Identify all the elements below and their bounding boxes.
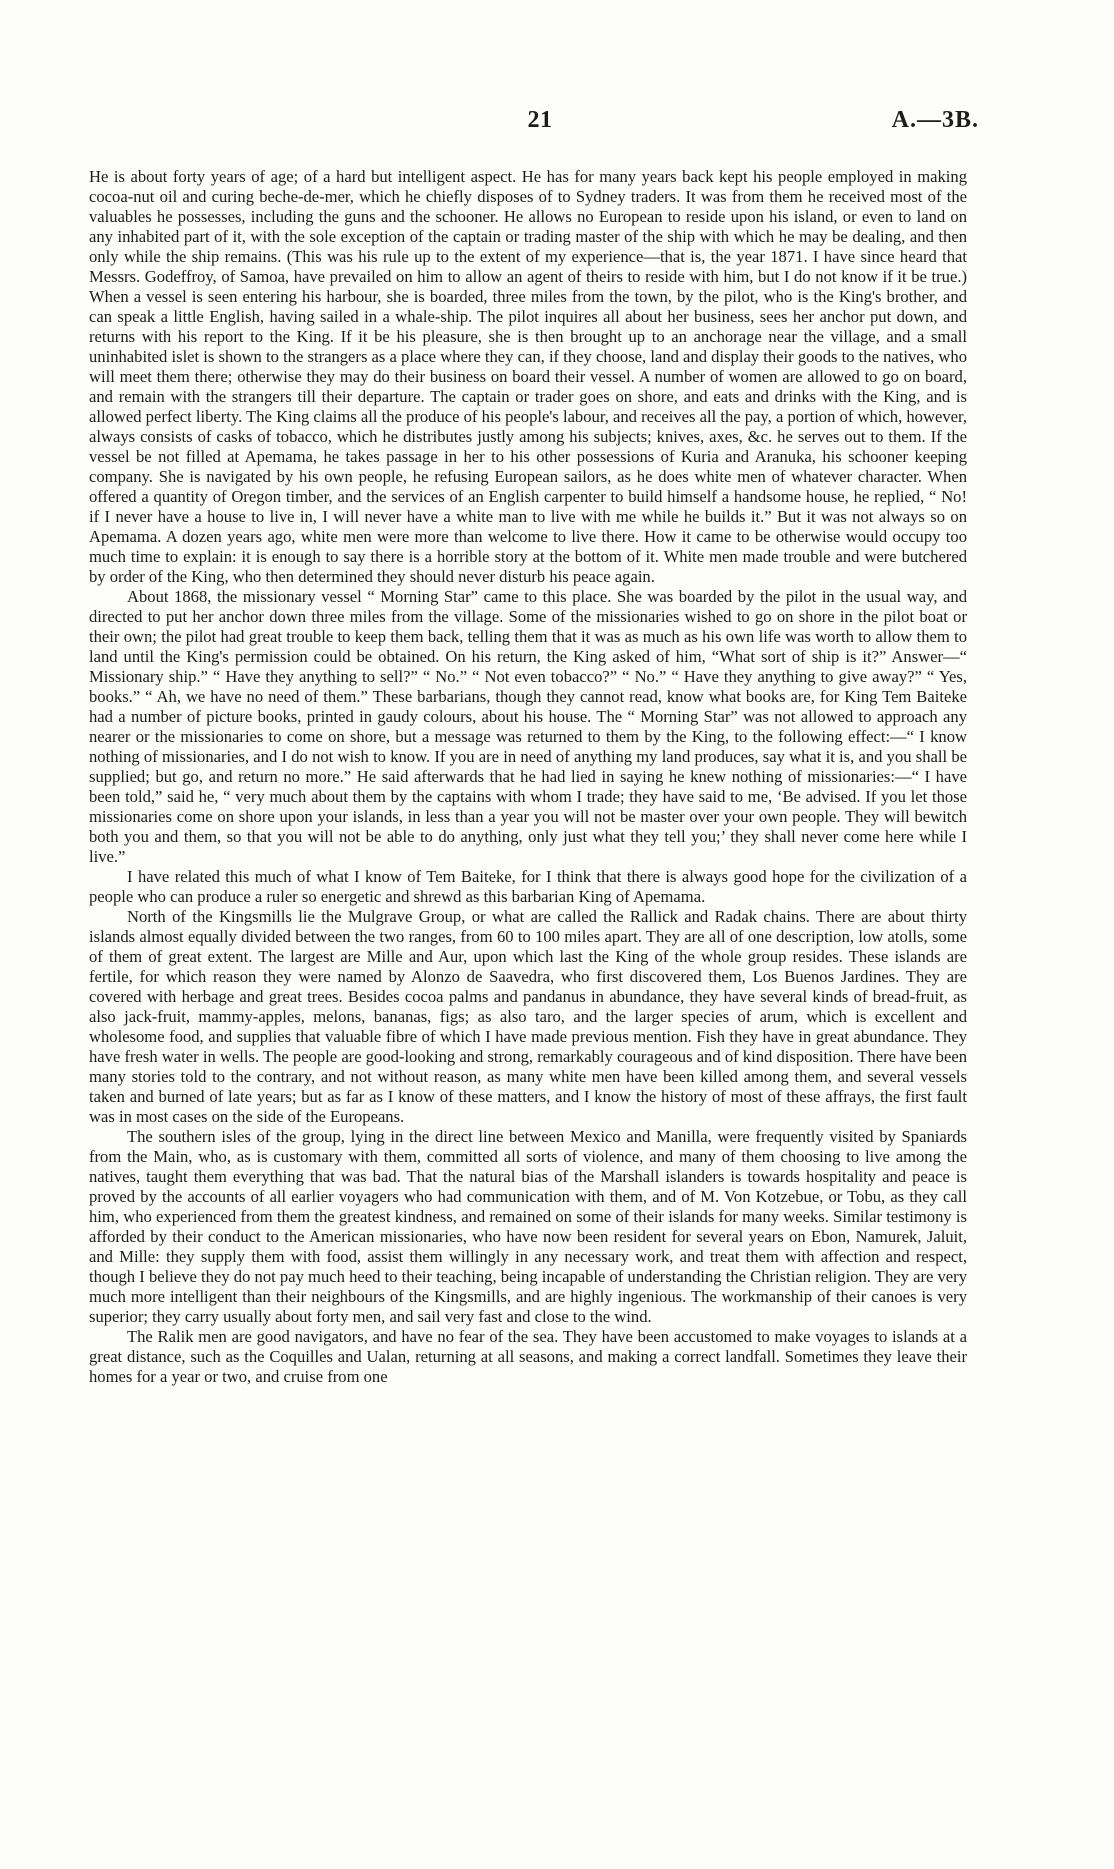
paper-reference: A.—3B. bbox=[891, 107, 979, 133]
paragraph: North of the Kingsmills lie the Mulgrave Group, or what are called the Rallick and Radak chains. There are about thirty islands almost equally divided between the two ranges, from 60 to 100 miles apart. They are all of one description, low atolls, some of them of great extent. The largest are Mille and Aur, upon which last the King of the whole group resides. These islands are fertile, for which reason they were named by Alonzo de Saavedra, who first discovered them, Los Buenos Jardines. They are covered with herbage and great trees. Besides cocoa palms and pandanus in abundance, they have several kinds of bread-fruit, as also jack-fruit, mammy-apples, melons, bananas, figs; as also taro, and the larger species of arum, which is excellent and wholesome food, and supplies that valuable fibre of which I have made previous mention. Fish they have in great abundance. They have fresh water in wells. The people are good-looking and strong, remarkably courageous and of kind disposition. There have been many stories told to the contrary, and not without reason, as many white men have been killed among them, and several vessels taken and burned of late years; but as far as I know of these matters, and I know the history of most of these affrays, the first fault was in most cases on the side of the Europeans. bbox=[89, 907, 967, 1126]
paragraph: I have related this much of what I know of Tem Baiteke, for I think that there is always good hope for the civilization of a people who can produce a ruler so energetic and shrewd as this barbarian King of Apemama. bbox=[89, 867, 967, 906]
paragraph: The Ralik men are good navigators, and have no fear of the sea. They have been accustomed to make voyages to islands at a great distance, such as the Coquilles and Ualan, returning at all seasons, and making a correct landfall. Sometimes they leave their homes for a year or two, and cruise from one bbox=[89, 1327, 967, 1386]
paragraph: About 1868, the missionary vessel “ Morning Star” came to this place. She was boarded by the pilot in the usual way, and directed to put her anchor down three miles from the village. Some of the missionaries wished to go on shore in the pilot boat or their own; the pilot had great trouble to keep them back, telling them that it was as much as his own life was worth to allow them to land until the King's permission could be obtained. On his return, the King asked of him, “What sort of ship is it?” Answer—“ Missionary ship.” “ Have they anything to sell?” “ No.” “ Not even tobacco?” “ No.” “ Have they anything to give away?” “ Yes, books.” “ Ah, we have no need of them.” These barbarians, though they cannot read, know what books are, for King Tem Baiteke had a number of picture books, printed in gaudy colours, about his house. The “ Morning Star” was not allowed to approach any nearer or the missionaries to come on shore, but a message was returned to them by the King, to the following effect:—“ I know nothing of missionaries, and I do not wish to know. If you are in need of anything my land produces, say what it is, and you shall be supplied; but go, and return no more.” He said afterwards that he had lied in saying he knew nothing of missionaries:—“ I have been told,” said he, “ very much about them by the captains with whom I trade; they have said to me, ‘Be advised. If you let those missionaries come on shore upon your islands, in less than a year you will not be master over your own people. They will bewitch both you and them, so that you will not be able to do anything, only just what they tell you;’ they shall never come here while I live.” bbox=[89, 587, 967, 866]
page-number: 21 bbox=[527, 107, 553, 133]
body-text bbox=[89, 167, 967, 1387]
paragraph: He is about forty years of age; of a hard but intelligent aspect. He has for many years back kept his people employed in making cocoa-nut oil and curing beche-de-mer, which he chiefly disposes of to Sydney traders. It was from them he received most of the valuables he possesses, including the guns and the schooner. He allows no European to reside upon his island, or even to land on any inhabited part of it, with the sole exception of the captain or trading master of the ship with which he may be dealing, and then only while the ship remains. (This was his rule up to the extent of my experience—that is, the year 1871. I have since heard that Messrs. Godeffroy, of Samoa, have prevailed on him to allow an agent of theirs to reside with him, but I do not know if it be true.) When a vessel is seen entering his harbour, she is boarded, three miles from the town, by the pilot, who is the King's brother, and can speak a little English, having sailed in a whale-ship. The pilot inquires all about her business, sees her anchor put down, and returns with his report to the King. If it be his pleasure, she is then brought up to an anchorage near the village, and a small uninhabited islet is shown to the strangers as a place where they can, if they choose, land and display their goods to the natives, who will meet them there; otherwise they may do their business on board their vessel. A number of women are allowed to go on board, and remain with the strangers till their departure. The captain or trader goes on shore, and eats and drinks with the King, and is allowed perfect liberty. The King claims all the produce of his people's labour, and receives all the pay, a portion of which, however, always consists of casks of tobacco, which he distributes justly among his subjects; knives, axes, &c. he serves out to them. If the vessel be not filled at Apemama, he takes passage in her to his other possessions of Kuria and Aranuka, his schooner keeping company. She is navigated by his own people, he refusing European sailors, as he does white men of whatever character. When offered a quantity of Oregon timber, and the services of an English carpenter to build himself a handsome house, he replied, “ No! if I never have a house to live in, I will never have a white man to live with me while he builds it.” But it was not always so on Apemama. A dozen years ago, white men were more than welcome to live there. How it came to be otherwise would occupy too much time to explain: it is enough to say there is a horrible story at the bottom of it. White men made trouble and were butchered by order of the King, who then determined they should never disturb his peace again. bbox=[89, 167, 967, 586]
paragraph: The southern isles of the group, lying in the direct line between Mexico and Manilla, were frequently visited by Spaniards from the Main, who, as is customary with them, committed all sorts of violence, and many of them choosing to live among the natives, taught them everything that was bad. That the natural bias of the Marshall islanders is towards hospitality and peace is proved by the accounts of all earlier voyagers who had communication with them, and of M. Von Kotzebue, or Tobu, as they call him, who experienced from them the greatest kindness, and remained on some of their islands for many weeks. Similar testimony is afforded by their conduct to the American missionaries, who have now been resident for several years on Ebon, Namurek, Jaluit, and Mille: they supply them with food, assist them willingly in any necessary work, and treat them with affection and respect, though I believe they do not pay much heed to their teaching, being incapable of understanding the Christian religion. They are very much more intelligent than their neighbours of the Kingsmills, and are highly ingenious. The workmanship of their canoes is very superior; they carry usually about forty men, and sail very fast and close to the wind. bbox=[89, 1127, 967, 1326]
